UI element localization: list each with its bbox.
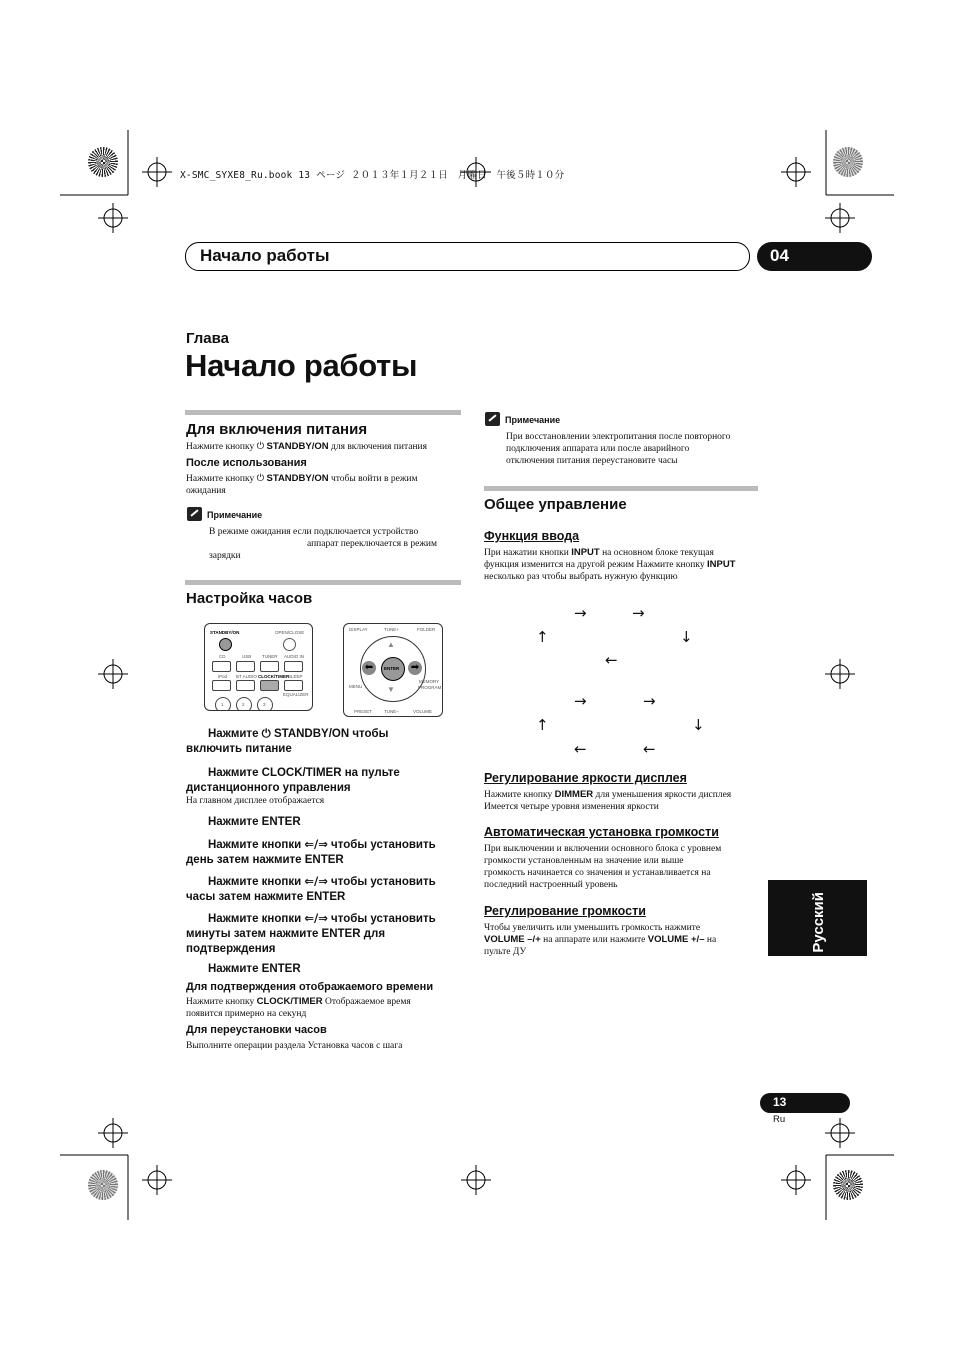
arrow-right-icon: → [643, 692, 656, 710]
confirm-title: Для подтверждения отображаемого времени [186, 981, 434, 993]
section-rule [185, 410, 461, 415]
down-arrow-icon: ▼ [387, 685, 395, 694]
arrow-down-icon: ↓ [680, 628, 693, 646]
note-label: Примечание [505, 415, 561, 425]
section-rule [185, 580, 461, 585]
arrow-right-icon: → [632, 604, 645, 622]
clock-step-7: Нажмите ENTER [208, 963, 301, 975]
arrow-right-icon: → [574, 604, 587, 622]
after-use-title: После использования [186, 457, 307, 469]
note-line: При восстановлении электропитания после повторного [506, 432, 731, 442]
input-function-title: Функция ввода [484, 529, 580, 543]
left-right-arrows-icon: ⇐/⇒ [304, 911, 328, 925]
auto-volume-title: Автоматическая установка громкости [484, 825, 719, 839]
power-icon: ⏻ [256, 441, 265, 452]
language-tab: Русский [768, 880, 867, 956]
section-title-power: Для включения питания [186, 421, 368, 438]
note-line: зарядки [209, 551, 241, 561]
clock-step-5: Нажмите кнопки ⇐/⇒ чтобы установить часы затем нажмите ENTER [186, 874, 436, 903]
reset-text: Выполните операции раздела Установка часов с шага [186, 1041, 403, 1051]
left-arrow-button: ⬅ [362, 661, 376, 675]
chapter-number-badge: 04 [757, 242, 872, 271]
header-title: Начало работы [200, 246, 330, 265]
volume-text: Чтобы увеличить или уменьшить громкость нажмите VOLUME –/+ на аппарате или нажмите VOLUME +/– на пульте ДУ [484, 923, 717, 957]
left-right-arrows-icon: ⇐/⇒ [304, 874, 328, 888]
power-text: Нажмите кнопку ⏻ STANDBY/ON для включения питания [186, 441, 427, 452]
arrow-down-icon: ↓ [692, 716, 705, 734]
note-icon [485, 412, 500, 426]
page-number-badge: 13 [760, 1093, 850, 1113]
note-line: аппарат переключается в режим [307, 539, 438, 549]
arrow-left-icon: ← [605, 651, 618, 669]
page-language: Ru [773, 1114, 786, 1125]
remote-illustration-navigation: DISPLAY TUNE+ FOLDER ENTER ⬅ ➡ ▲ ▼ MENU MEMORY PROGRAM PRESET TUNE– VOLUME [343, 623, 443, 717]
clock-step-1: Нажмите ⏻ STANDBY/ON чтобы включить питание [186, 726, 389, 755]
right-arrow-button: ➡ [408, 661, 422, 675]
arrow-up-icon: ↑ [536, 628, 549, 646]
chapter-title: Начало работы [185, 348, 418, 383]
note-line: подключения аппарата или после аварийного [506, 444, 690, 454]
up-arrow-icon: ▲ [387, 640, 395, 649]
clock-step-2: Нажмите CLOCK/TIMER на пульте дистанционного управления [186, 767, 400, 794]
enter-button: ENTER [381, 657, 405, 681]
clock-step-3: Нажмите ENTER [208, 816, 301, 828]
power-icon: ⏻ [256, 473, 265, 484]
note-label: Примечание [207, 510, 263, 520]
left-right-arrows-icon: ⇐/⇒ [304, 837, 328, 851]
reset-title: Для переустановки часов [186, 1024, 327, 1036]
after-use-text: Нажмите кнопку ⏻ STANDBY/ON чтобы войти в режим ожидания [186, 473, 418, 496]
arrow-up-icon: ↑ [536, 716, 549, 734]
auto-volume-text: При выключении и включении основного блока с уровнем громкости установленным на значение или выше громкость начинается со значения и устанавливается на последний настроенный уровень [484, 844, 722, 890]
volume-title: Регулирование громкости [484, 904, 646, 918]
dimmer-text: Нажмите кнопку DIMMER для уменьшения яркости дисплея Имеется четыре уровня изменения яркости [484, 789, 732, 812]
section-title-general: Общее управление [484, 496, 627, 513]
clock-timer-button [260, 680, 279, 691]
note-line: отключения питания переустановите часы [506, 456, 678, 466]
power-icon: ⏻ [261, 726, 271, 740]
confirm-text: Нажмите кнопку CLOCK/TIMER Отображаемое время появится примерно на секунд [186, 996, 411, 1019]
section-rule [484, 486, 758, 491]
dimmer-title: Регулирование яркости дисплея [484, 771, 687, 785]
open-close-button [283, 638, 296, 651]
header-bar [185, 242, 750, 271]
arrow-left-icon: ← [574, 740, 587, 758]
clock-step-6: Нажмите кнопки ⇐/⇒ чтобы установить минуты затем нажмите ENTER для подтверждения [186, 911, 436, 955]
arrow-left-icon: ← [643, 740, 656, 758]
input-function-text: При нажатии кнопки INPUT на основном блоке текущая функция изменится на другой режим Нажмите кнопку INPUT несколько раз чтобы выбрать нужную функцию [484, 547, 736, 582]
standby-button [219, 638, 232, 651]
clock-step-2-note: На главном дисплее отображается [186, 796, 325, 806]
chapter-label: Глава [186, 330, 229, 347]
print-info: X-SMC_SYXE8_Ru.book 13 ページ ２０１３年１月２１日 月曜日 午後５時１０分 [180, 170, 565, 181]
clock-step-4: Нажмите кнопки ⇐/⇒ чтобы установить день затем нажмите ENTER [186, 837, 436, 866]
remote-illustration-buttons: STANDBY/ON OPEN/CLOSE CD USB TUNER AUDIO IN iPod BT AUDIO CLOCK/TIMER SLEEP EQUALIZER 1 2 3 [204, 623, 313, 711]
note-line: В режиме ожидания если подключается устройство [209, 527, 419, 537]
arrow-right-icon: → [574, 692, 587, 710]
note-icon [187, 507, 202, 521]
section-title-clock: Настройка часов [186, 590, 313, 607]
